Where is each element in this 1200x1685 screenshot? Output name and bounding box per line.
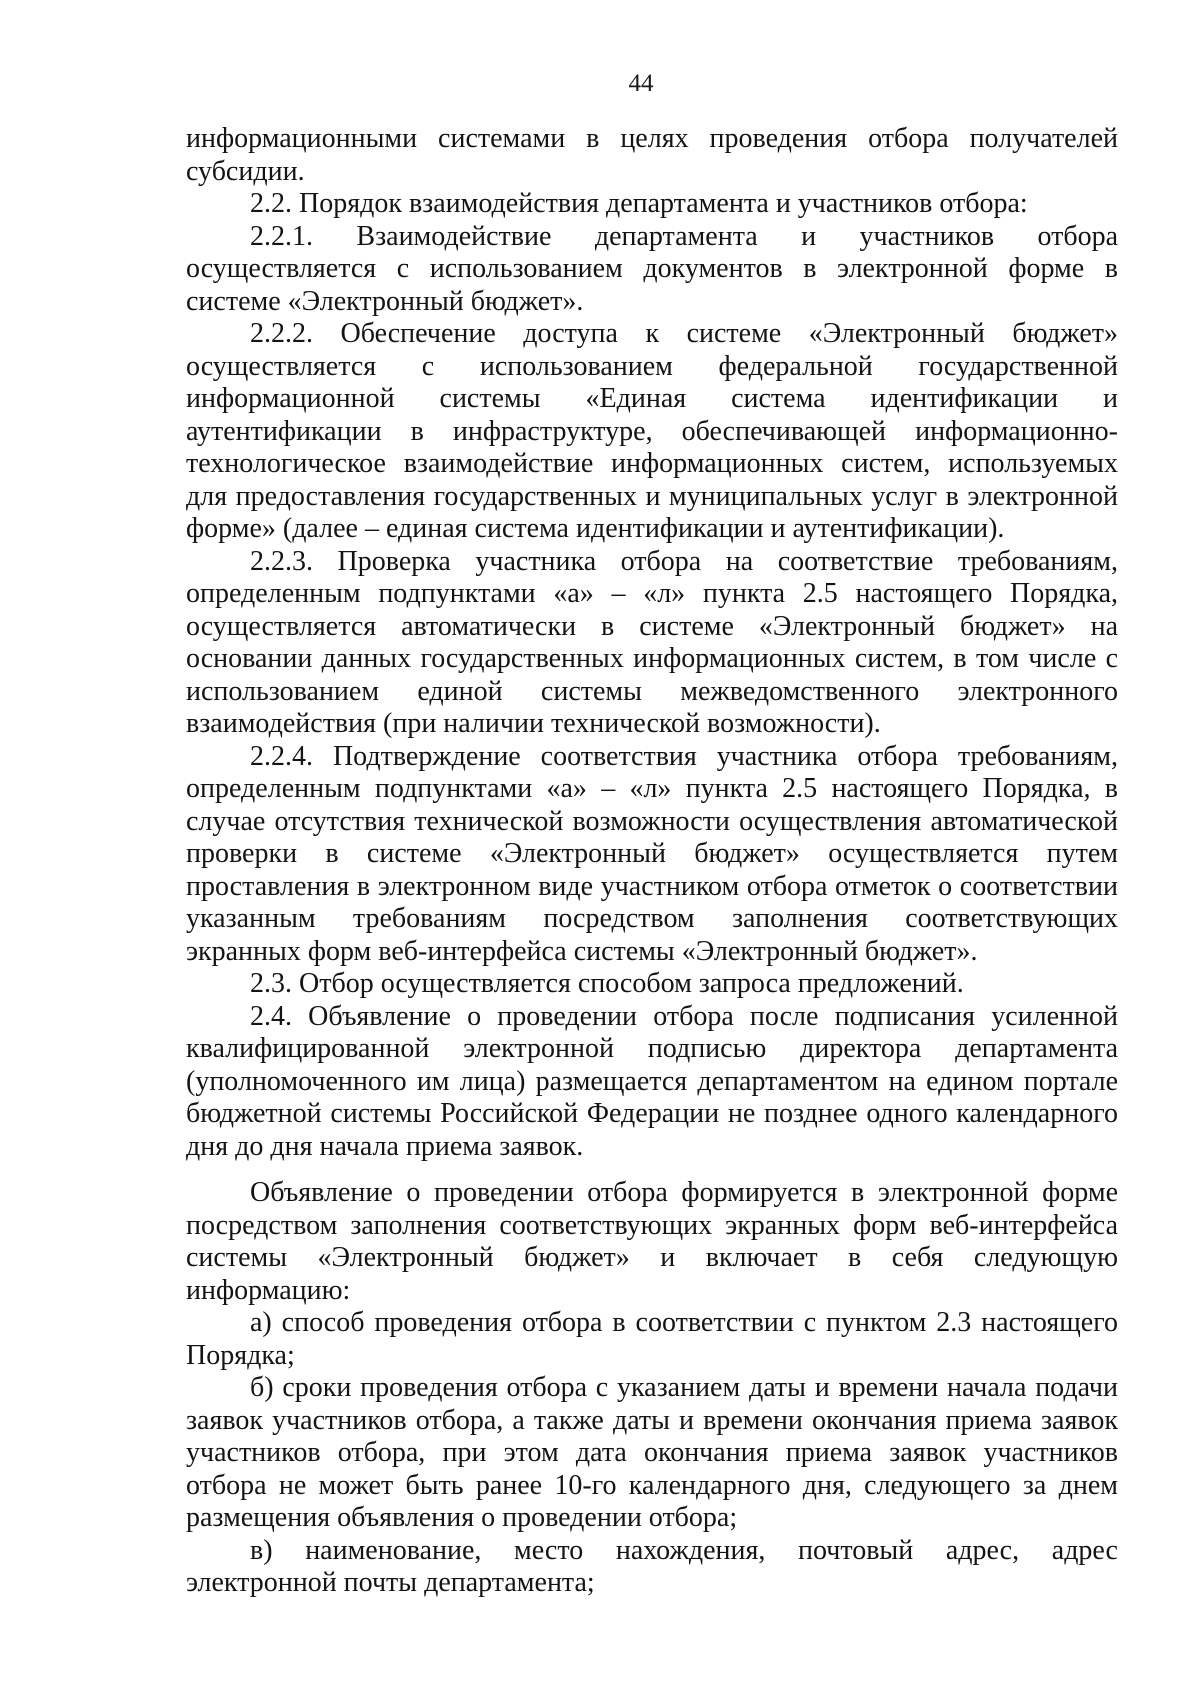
paragraph-continuation: информационными системами в целях проведения отбора получателей субсидии. bbox=[186, 123, 1118, 187]
paragraph-2-2: 2.2. Порядок взаимодействия департамента и участников отбора: bbox=[250, 188, 1028, 219]
paragraph-2-2-1: 2.2.1. Взаимодействие департамента и участников отбора осуществляется с использованием документов в электронной форме в системе «Электронный бюджет». bbox=[186, 220, 1118, 317]
paragraph-2-3: 2.3. Отбор осуществляется способом запроса предложений. bbox=[250, 968, 964, 999]
document-body bbox=[186, 123, 1118, 1600]
paragraph-item-a: а) способ проведения отбора в соответствии с пунктом 2.3 настоящего Порядка; bbox=[186, 1307, 1118, 1371]
paragraph-2-2-4: 2.2.4. Подтверждение соответствия участника отбора требованиям, определенным подпунктами «а» – «л» пункта 2.5 настоящего Порядка, в случае отсутствия технической возможности осуществления автоматической проверки в системе «Электронный бюджет» осуществляется путем проставления в электронном виде участником отбора отметок о соответствии указанным требованиям посредством заполнения соответствующих экранных форм веб-интерфейса системы «Электронный бюджет». bbox=[186, 740, 1118, 967]
paragraph-announcement: Объявление о проведении отбора формируется в электронной форме посредством заполнения соответствующих экранных форм веб-интерфейса системы «Электронный бюджет» и включает в себя следующую информацию: bbox=[186, 1177, 1118, 1306]
paragraph-2-4: 2.4. Объявление о проведении отбора после подписания усиленной квалифицированной электронной подписью директора департамента (уполномоченного им лица) размещается департаментом на едином портале бюджетной системы Российской Федерации не позднее одного календарного дня до дня начала приема заявок. bbox=[186, 1000, 1118, 1162]
paragraph-2-2-3: 2.2.3. Проверка участника отбора на соответствие требованиям, определенным подпунктами «а» – «л» пункта 2.5 настоящего Порядка, осуществляется автоматически в системе «Электронный бюджет» на основании данных государственных информационных систем, в том числе с использованием единой системы межведомственного электронного взаимодействия (при наличии технической возможности). bbox=[186, 545, 1118, 739]
paragraph-2-2-2: 2.2.2. Обеспечение доступа к системе «Электронный бюджет» осуществляется с использованием федеральной государственной информационной системы «Единая система идентификации и аутентификации в инфраструктуре, обеспечивающей информационно-технологическое взаимодействие информационных систем, используемых для предоставления государственных и муниципальных услуг в электронной форме» (далее – единая система идентификации и аутентификации). bbox=[186, 318, 1118, 544]
paragraph-item-v: в) наименование, место нахождения, почтовый адрес, адрес электронной почты департамента; bbox=[186, 1534, 1118, 1598]
paragraph-item-b: б) сроки проведения отбора с указанием даты и времени начала подачи заявок участников отбора, а также даты и времени окончания приема заявок участников отбора, при этом дата окончания приема заявок участников отбора не может быть ранее 10-го календарного дня, следующего за днем размещения объявления о проведении отбора; bbox=[186, 1372, 1118, 1533]
page-number: 44 bbox=[628, 70, 654, 97]
